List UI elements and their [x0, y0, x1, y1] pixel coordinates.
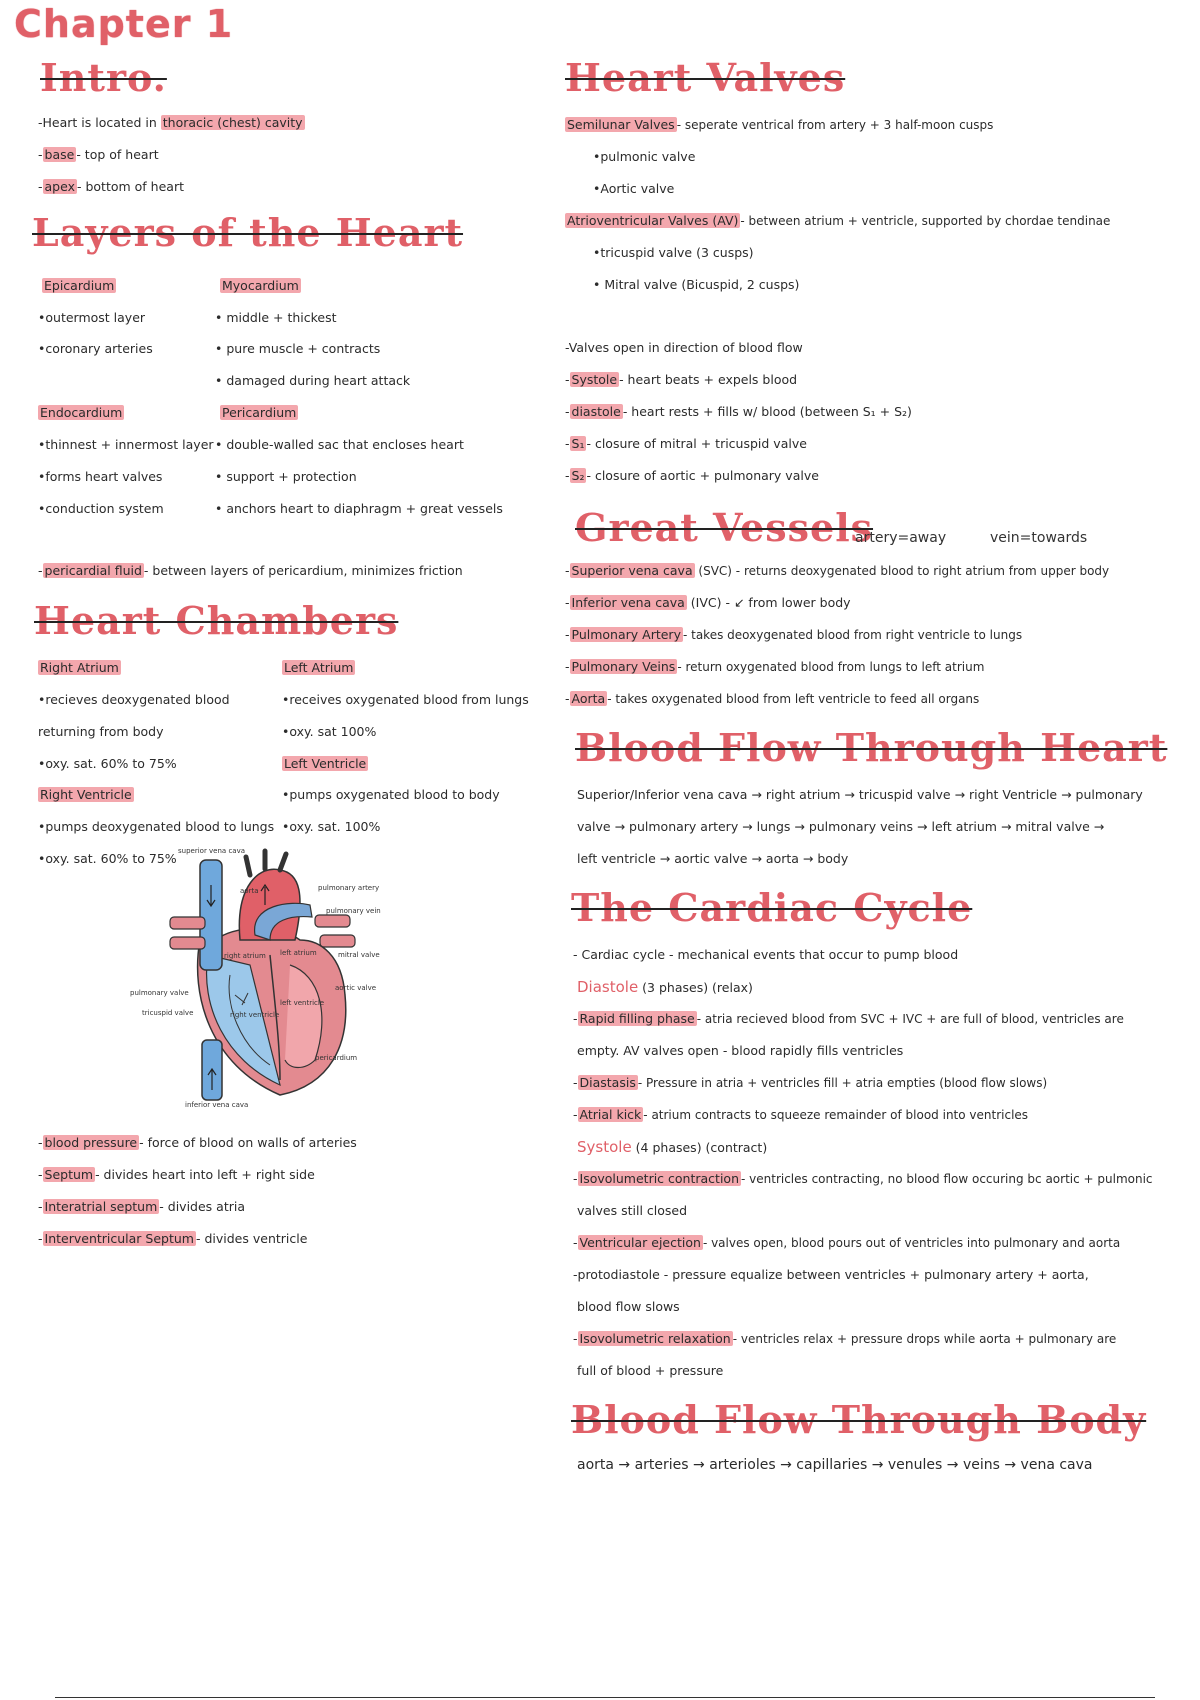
systole-item: valves still closed: [577, 1203, 688, 1218]
bp-line: - blood pressure - force of blood on walls of arteries: [38, 1135, 357, 1150]
flow-heart-line: Superior/Inferior vena cava → right atrium → tricuspid valve → right Ventricle → pulmonary: [577, 787, 1143, 802]
systole-note: - Systole - heart beats + expels blood: [565, 372, 798, 387]
left-ventricle-item: •oxy. sat. 100%: [282, 819, 381, 834]
right-ventricle-item: •pumps deoxygenated blood to lungs: [38, 819, 275, 834]
intro-line-2: - base - top of heart: [38, 147, 159, 162]
flow-heart-line: left ventricle → aortic valve → aorta → body: [577, 851, 849, 866]
interatrial-line: - Interatrial septum - divides atria: [38, 1199, 245, 1214]
av-item: •tricuspid valve (3 cusps): [593, 245, 754, 260]
semilunar-line: Semilunar Valves - seperate ventrical from artery + 3 half-moon cusps: [567, 117, 994, 132]
diagram-label: left ventricle: [280, 999, 325, 1007]
cycle-heading: The Cardiac Cycle: [571, 885, 973, 930]
right-atrium-label: Right Atrium: [40, 660, 119, 675]
flow-body-heading: Blood Flow Through Body: [571, 1397, 1147, 1442]
epicardium-item: •coronary arteries: [38, 341, 153, 356]
heart-illustration: [130, 845, 430, 1115]
semilunar-item: •Aortic valve: [593, 181, 675, 196]
vein-note: vein=towards: [990, 530, 1088, 546]
diastole-item: - Diastasis - Pressure in atria + ventricles fill + atria empties (blood flow slows): [573, 1075, 1048, 1090]
av-item: • Mitral valve (Bicuspid, 2 cusps): [593, 277, 800, 292]
chapter-title: Chapter 1: [14, 2, 234, 46]
diagram-label: aortic valve: [335, 984, 377, 992]
endocardium-item: •conduction system: [38, 501, 164, 516]
diagram-label: pulmonary valve: [130, 989, 189, 997]
myocardium-item: • damaged during heart attack: [215, 373, 411, 388]
septum-line: - Septum - divides heart into left + right side: [38, 1167, 315, 1182]
diagram-label: right ventricle: [230, 1011, 280, 1019]
pericardium-item: • double-walled sac that encloses heart: [215, 437, 464, 452]
intro-line-1: -Heart is located in thoracic (chest) cavity: [38, 115, 303, 130]
right-atrium-item: •oxy. sat. 60% to 75%: [38, 756, 177, 771]
myocardium-item: • middle + thickest: [215, 310, 337, 325]
systole-item: full of blood + pressure: [577, 1363, 724, 1378]
diagram-label: aorta: [240, 887, 259, 895]
s1-note: - S₁ - closure of mitral + tricuspid valve: [565, 436, 807, 451]
right-ventricle-item: •oxy. sat. 60% to 75%: [38, 851, 177, 866]
diagram-label: mitral valve: [338, 951, 380, 959]
myocardium-label: Myocardium: [222, 278, 299, 293]
myocardium-item: • pure muscle + contracts: [215, 341, 381, 356]
vessel-item: - Pulmonary Veins - return oxygenated blood from lungs to left atrium: [565, 659, 985, 674]
diastole-item: empty. AV valves open - blood rapidly fills ventricles: [577, 1043, 904, 1058]
systole-item: - Ventricular ejection - valves open, blood pours out of ventricles into pulmonary and aorta: [573, 1235, 1121, 1250]
diagram-label: left atrium: [280, 949, 317, 957]
vessel-item: - Pulmonary Artery - takes deoxygenated blood from right ventricle to lungs: [565, 627, 1023, 642]
interventricular-line: - Interventricular Septum - divides ventricle: [38, 1231, 308, 1246]
systole-item: -protodiastole - pressure equalize between ventricles + pulmonary artery + aorta,: [573, 1267, 1089, 1282]
semilunar-item: •pulmonic valve: [593, 149, 696, 164]
endocardium-item: •thinnest + innermost layer: [38, 437, 214, 452]
flow-heart-line: valve → pulmonary artery → lungs → pulmonary veins → left atrium → mitral valve →: [577, 819, 1105, 834]
diastole-note: - diastole - heart rests + fills w/ blood (between S₁ + S₂): [565, 404, 912, 419]
diagram-label: tricuspid valve: [142, 1009, 194, 1017]
valves-note: -Valves open in direction of blood flow: [565, 340, 803, 355]
systole-item: - Isovolumetric contraction - ventricles contracting, no blood flow occuring bc aortic + pulmonic: [573, 1171, 1153, 1186]
epicardium-item: •outermost layer: [38, 310, 146, 325]
intro-line-3: - apex - bottom of heart: [38, 179, 184, 194]
epicardium-label: Epicardium: [44, 278, 115, 293]
pericardium-label: Pericardium: [222, 405, 297, 420]
vessel-item: - Superior vena cava (SVC) - returns deoxygenated blood to right atrium from upper body: [565, 563, 1110, 578]
diagram-label: pericardium: [315, 1054, 358, 1062]
vessels-heading: Great Vessels: [575, 505, 874, 550]
left-atrium-item: •oxy. sat 100%: [282, 724, 377, 739]
systole-heading: Systole (4 phases) (contract): [577, 1138, 768, 1156]
right-ventricle-label: Right Ventricle: [40, 787, 132, 802]
diagram-label: inferior vena cava: [185, 1101, 249, 1109]
layers-heading: Layers of the Heart: [32, 210, 464, 255]
artery-note: artery=away: [855, 530, 947, 546]
av-line: Atrioventricular Valves (AV) - between atrium + ventricle, supported by chordae tendinae: [567, 213, 1111, 228]
bottom-divider: [55, 1697, 1155, 1698]
vessel-item: - Inferior vena cava (IVC) - ↙ from lower body: [565, 595, 851, 610]
left-atrium-item: •receives oxygenated blood from lungs: [282, 692, 529, 707]
diastole-item: - Rapid filling phase - atria recieved blood from SVC + IVC + are full of blood, ventricles are: [573, 1011, 1124, 1026]
endocardium-label: Endocardium: [40, 405, 123, 420]
diagram-label: superior vena cava: [178, 847, 246, 855]
cycle-intro: - Cardiac cycle - mechanical events that occur to pump blood: [573, 947, 959, 962]
intro-heading: Intro.: [40, 55, 167, 100]
systole-item: blood flow slows: [577, 1299, 680, 1314]
diastole-item: - Atrial kick - atrium contracts to squeeze remainder of blood into ventricles: [573, 1107, 1029, 1122]
svc-vessel: [200, 860, 222, 970]
endocardium-item: •forms heart valves: [38, 469, 163, 484]
diagram-label: pulmonary vein: [326, 907, 381, 915]
heart-diagram: [130, 845, 430, 1115]
left-ventricle-label: Left Ventricle: [284, 756, 367, 771]
left-atrium-label: Left Atrium: [284, 660, 354, 675]
diastole-heading: Diastole (3 phases) (relax): [577, 978, 753, 996]
pericardial-fluid-line: - pericardial fluid - between layers of pericardium, minimizes friction: [38, 563, 463, 578]
chambers-heading: Heart Chambers: [34, 598, 399, 643]
left-ventricle-item: •pumps oxygenated blood to body: [282, 787, 500, 802]
diagram-label: right atrium: [224, 952, 266, 960]
diagram-label: pulmonary artery: [318, 884, 380, 892]
right-atrium-item: returning from body: [38, 724, 164, 739]
pericardium-item: • support + protection: [215, 469, 357, 484]
vessel-item: - Aorta - takes oxygenated blood from left ventricle to feed all organs: [565, 691, 980, 706]
flow-heart-heading: Blood Flow Through Heart: [575, 725, 1168, 770]
valves-heading: Heart Valves: [565, 55, 846, 100]
systole-item: - Isovolumetric relaxation - ventricles relax + pressure drops while aorta + pulmonary are: [573, 1331, 1117, 1346]
pericardium-item: • anchors heart to diaphragm + great vessels: [215, 501, 503, 516]
s2-note: - S₂ - closure of aortic + pulmonary valve: [565, 468, 819, 483]
right-atrium-item: •recieves deoxygenated blood: [38, 692, 230, 707]
flow-body-line: aorta → arteries → arterioles → capillaries → venules → veins → vena cava: [577, 1457, 1093, 1473]
